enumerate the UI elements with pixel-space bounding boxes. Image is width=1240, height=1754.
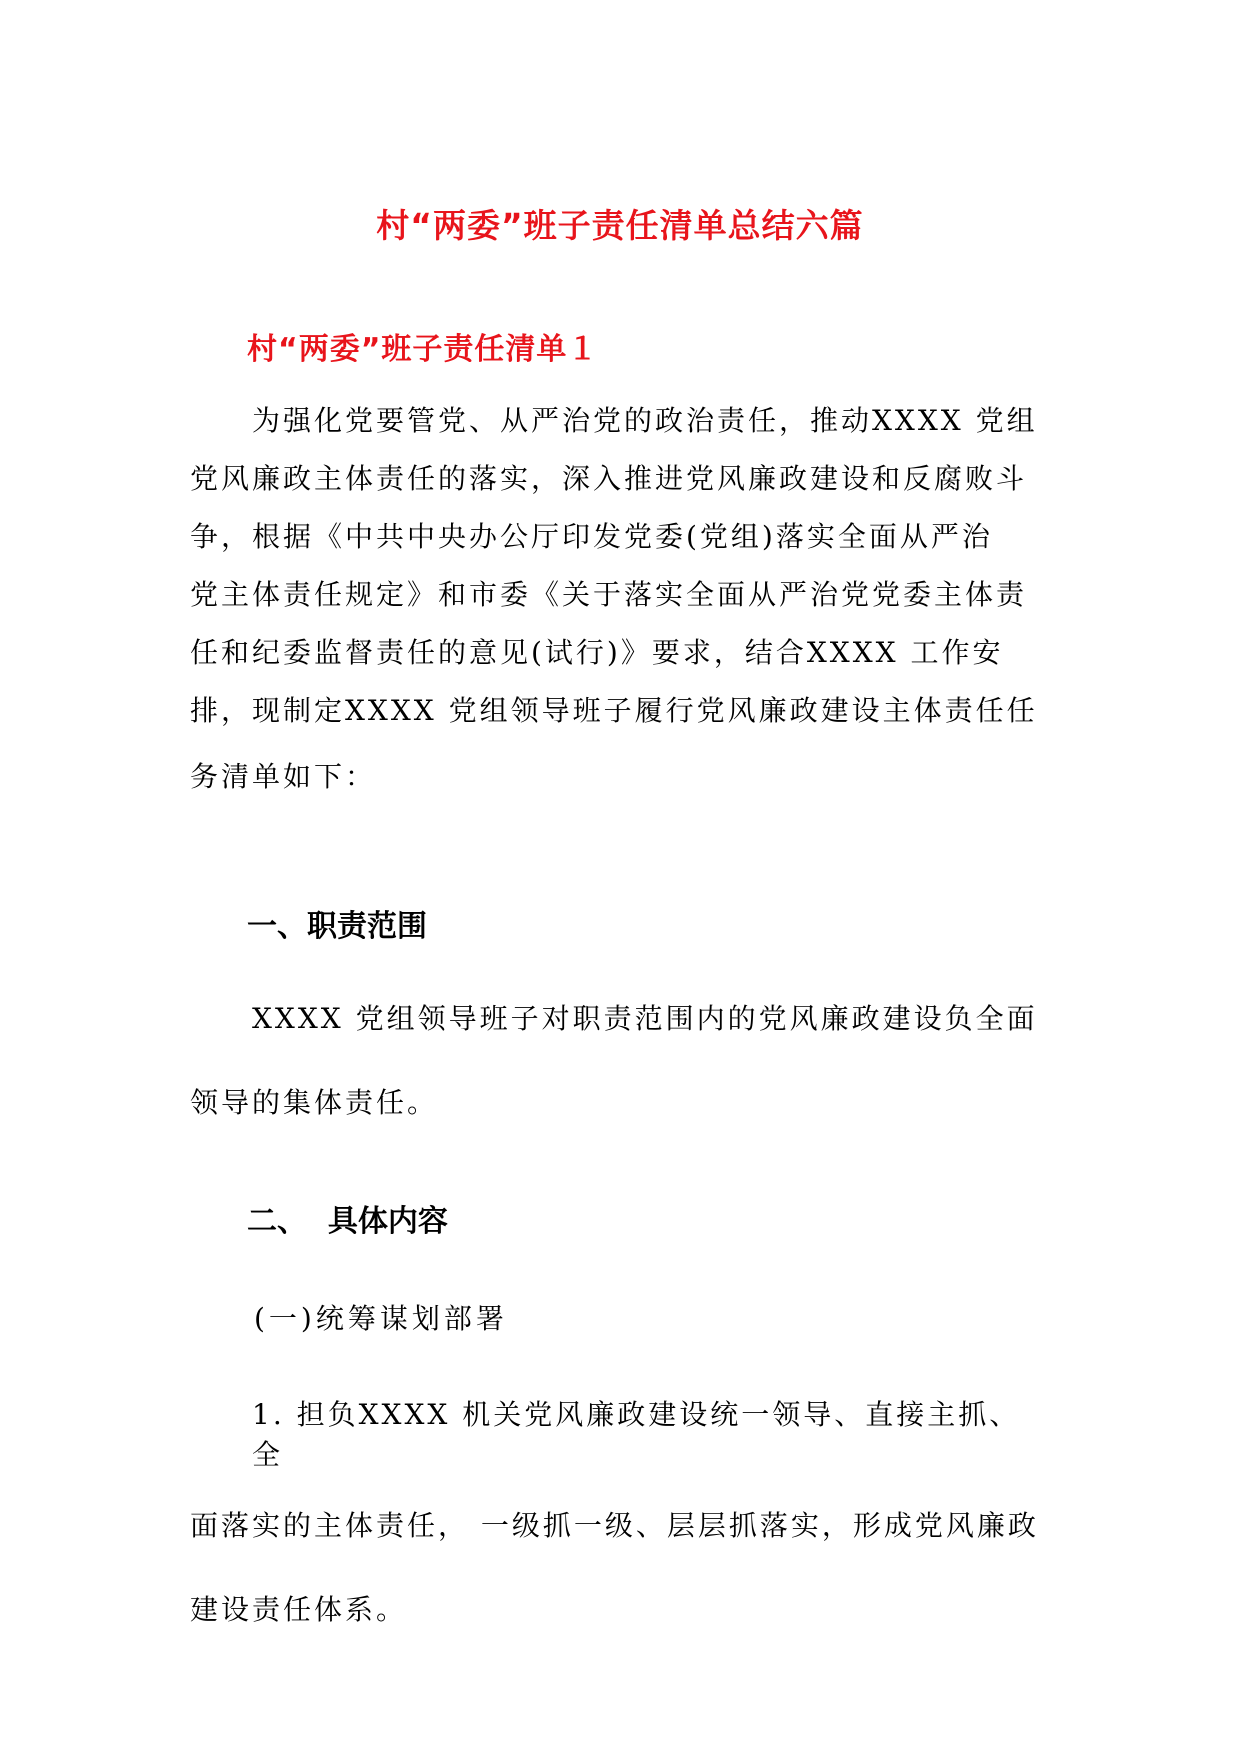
document-title: 村“两委”班子责任清单总结六篇 bbox=[376, 206, 864, 245]
intro-line: 排，现制定XXXX 党组领导班子履行党风廉政建设主体责任任 bbox=[190, 694, 1038, 727]
subsection-heading-1: (一)统筹谋划部署 bbox=[254, 1302, 508, 1335]
intro-line: 务清单如下： bbox=[190, 760, 377, 793]
section-heading-1: 一、职责范围 bbox=[247, 909, 427, 944]
section1-line: 领导的集体责任。 bbox=[190, 1086, 439, 1119]
section1-paragraph bbox=[190, 990, 1055, 1132]
intro-line: 党主体责任规定》和市委《关于落实全面从严治党党委主体责 bbox=[190, 578, 1028, 611]
intro-line: 为强化党要管党、从严治党的政治责任，推动XXXX 党组 bbox=[252, 404, 1038, 437]
item1-line: 建设责任体系。 bbox=[190, 1593, 408, 1626]
section-heading-2: 二、 具体内容 bbox=[247, 1204, 448, 1239]
section1-line: XXXX 党组领导班子对职责范围内的党风廉政建设负全面 bbox=[252, 1002, 1038, 1035]
document-subtitle: 村“两委”班子责任清单１ bbox=[247, 332, 599, 367]
intro-paragraph bbox=[190, 392, 1055, 806]
item1-line: 面落实的主体责任， 一级抓一级、层层抓落实，形成党风廉政 bbox=[190, 1509, 1039, 1542]
intro-line: 任和纪委监督责任的意见(试行)》要求，结合XXXX 工作安 bbox=[190, 636, 1004, 669]
item1-line: 全 bbox=[252, 1438, 284, 1471]
intro-line: 争，根据《中共中央办公厅印发党委(党组)落实全面从严治 bbox=[190, 520, 993, 553]
intro-line: 党风廉政主体责任的落实，深入推进党风廉政建设和反腐败斗 bbox=[190, 462, 1028, 495]
item1-paragraph bbox=[190, 1395, 1055, 1639]
item1-line: 1. 担负XXXX 机关党风廉政建设统一领导、直接主抓、 bbox=[252, 1398, 1021, 1431]
